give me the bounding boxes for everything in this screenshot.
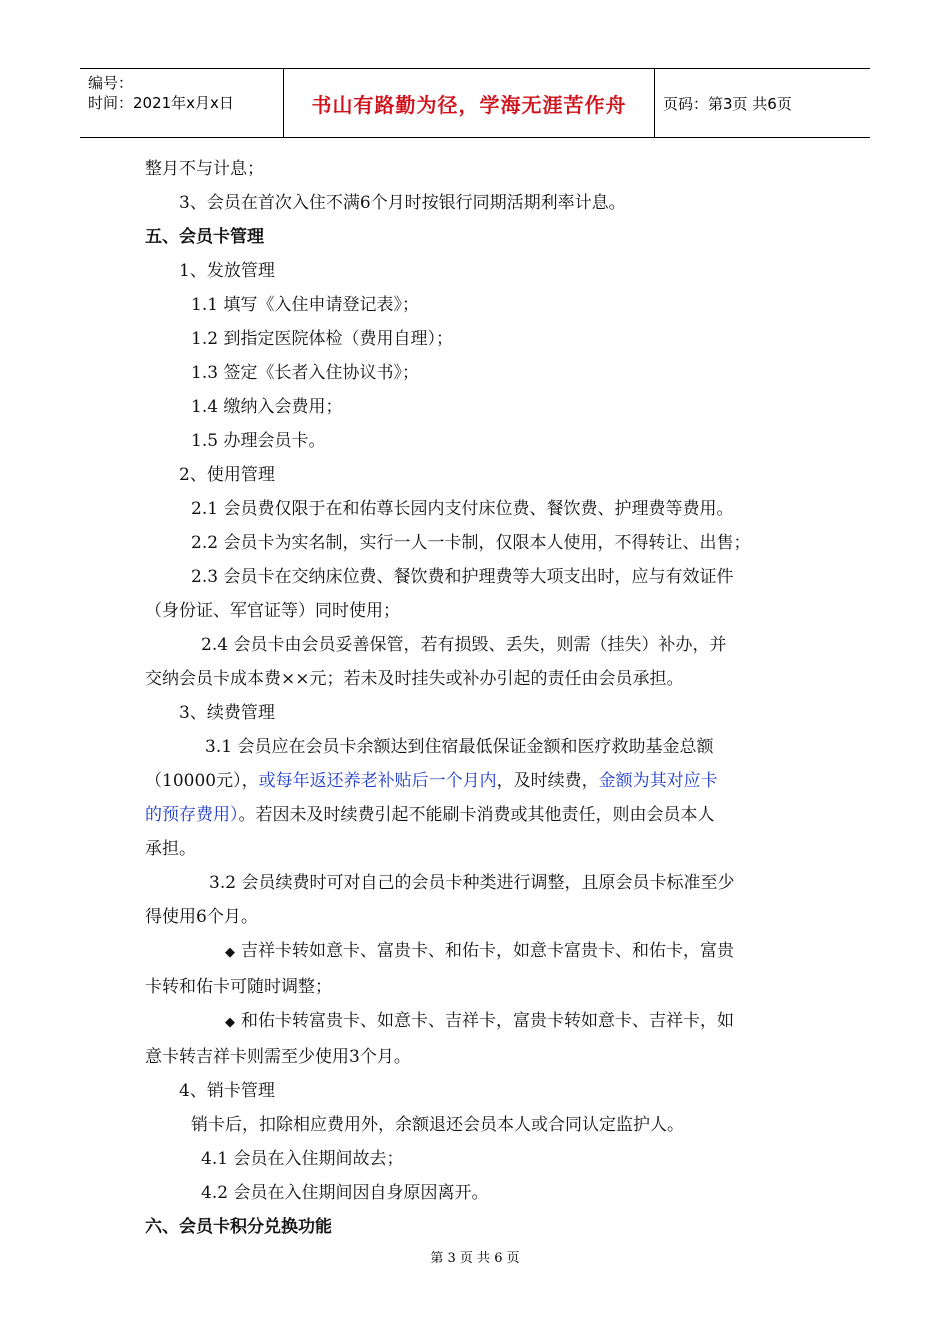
text-line: 销卡后，扣除相应费用外，余额退还会员本人或合同认定监护人。 — [191, 1115, 684, 1135]
list-item: 1.4 缴纳入会费用； — [191, 397, 343, 417]
text-line: 意卡转吉祥卡则需至少使用3个月。 — [145, 1047, 411, 1067]
diamond-bullet-icon: ◆ — [225, 945, 235, 960]
text-line: （身份证、军官证等）同时使用； — [145, 601, 400, 621]
section-heading-5: 五、会员卡管理 — [145, 227, 264, 247]
number-label: 编号： — [88, 74, 134, 92]
document-body — [145, 152, 809, 1244]
list-item: 1.5 办理会员卡。 — [191, 431, 326, 451]
text-run: （10000元）， — [145, 771, 259, 791]
bullet-text: 和佑卡转富贵卡、如意卡、吉祥卡，富贵卡转如意卡、吉祥卡，如 — [241, 1011, 734, 1031]
text-line: 得使用6个月。 — [145, 907, 258, 927]
diamond-bullet-icon: ◆ — [225, 1015, 235, 1030]
text-line — [145, 764, 809, 798]
list-item: 3.1 会员应在会员卡余额达到住宿最低保证金额和医疗救助基金总额 — [205, 737, 714, 757]
subsection-title: 4、销卡管理 — [179, 1081, 275, 1101]
list-item: 2.4 会员卡由会员妥善保管，若有损毁、丢失，则需（挂失）补办，并 — [201, 635, 727, 655]
bullet-item — [145, 1004, 809, 1040]
page-header — [80, 68, 870, 138]
list-item: 2.3 会员卡在交纳床位费、餐饮费和护理费等大项支出时，应与有效证件 — [191, 567, 734, 587]
highlighted-text: 或每年返还养老补贴后一个月内 — [258, 771, 497, 791]
list-item: 2.1 会员费仅限于在和佑尊长园内支付床位费、餐饮费、护理费等费用。 — [191, 499, 734, 519]
list-item: 3.2 会员续费时可对自己的会员卡种类进行调整，且原会员卡标准至少 — [209, 873, 735, 893]
header-motto: 书山有路勤为径，学海无涯苦作舟 — [311, 92, 627, 117]
list-item: 4.2 会员在入住期间因自身原因离开。 — [201, 1183, 489, 1203]
text-line: 卡转和佑卡可随时调整； — [145, 977, 332, 997]
text-run: 。若因未及时续费引起不能刷卡消费或其他责任，则由会员本人 — [238, 805, 715, 825]
list-item: 4.1 会员在入住期间故去； — [201, 1149, 404, 1169]
list-item: 1.3 签定《长者入住协议书》； — [191, 363, 419, 383]
list-item: 1.2 到指定医院体检（费用自理）； — [191, 329, 453, 349]
list-item: 2.2 会员卡为实名制，实行一人一卡制，仅限本人使用，不得转让、出售； — [191, 533, 751, 553]
header-page-info: 页码：第3页 共6页 — [663, 94, 792, 113]
list-item: 1.1 填写《入住申请登记表》； — [191, 295, 419, 315]
bullet-text: 吉祥卡转如意卡、富贵卡、和佑卡，如意卡富贵卡、和佑卡，富贵 — [241, 941, 734, 961]
text-line: 3、会员在首次入住不满6个月时按银行同期活期利率计息。 — [179, 193, 626, 213]
time-label: 时间：2021年x月x日 — [88, 94, 234, 112]
bullet-item — [145, 934, 809, 970]
highlighted-text: 金额为其对应卡 — [598, 771, 718, 791]
text-line: 交纳会员卡成本费××元；若未及时挂失或补办引起的责任由会员承担。 — [145, 669, 684, 689]
highlighted-text: 的预存费用） — [145, 805, 239, 825]
header-meta — [80, 69, 283, 137]
page-footer: 第 3 页 共 6 页 — [430, 1251, 520, 1266]
section-heading-6: 六、会员卡积分兑换功能 — [145, 1217, 332, 1237]
subsection-title: 2、使用管理 — [179, 465, 275, 485]
header-motto-cell — [283, 69, 655, 137]
subsection-title: 3、续费管理 — [179, 703, 275, 723]
text-line: 承担。 — [145, 839, 196, 859]
text-line — [145, 798, 809, 832]
text-run: ，及时续费， — [496, 771, 599, 791]
text-line: 整月不与计息； — [145, 159, 264, 179]
subsection-title: 1、发放管理 — [179, 261, 275, 281]
